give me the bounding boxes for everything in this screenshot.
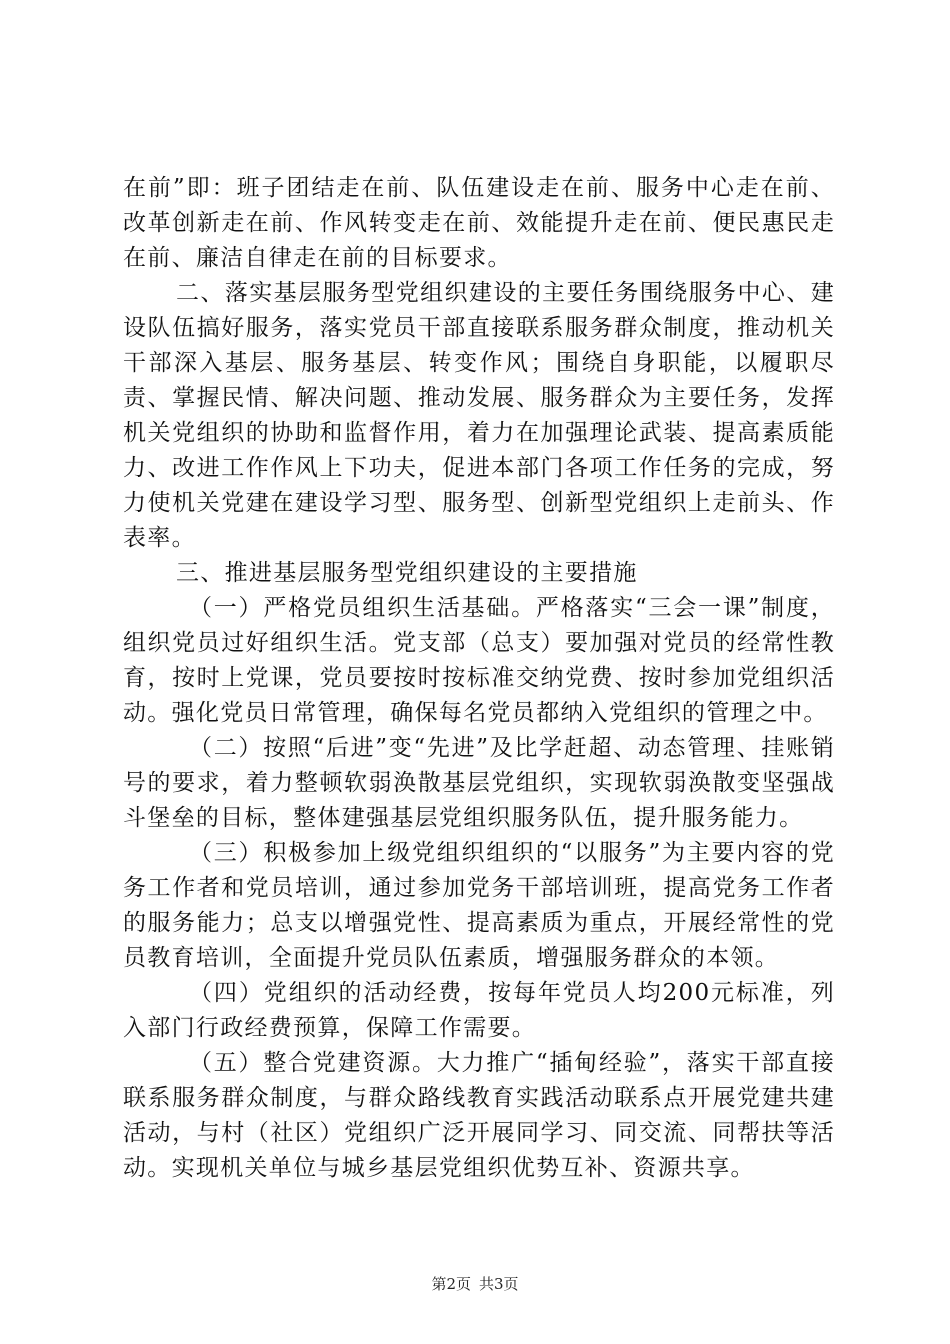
page-number: 第2页 [431,1275,471,1293]
paragraph-item-3: （三）积极参加上级党组织组织的“以服务”为主要内容的党务工作者和党员培训，通过参加党务干部培训班，提高党务工作者的服务能力；总支以增强党性、提高素质为重点，开展经常性的党员教育培训，全面提升党员队伍素质，增强服务群众的本领。 [123,840,835,971]
page-total: 共3页 [479,1275,519,1293]
paragraph-section-2: 二、落实基层服务型党组织建设的主要任务围绕服务中心、建设队伍搞好服务，落实党员干部直接联系服务群众制度，推动机关干部深入基层、服务基层、转变作风；围绕自身职能，以履职尽责、掌握民情、解决问题、推动发展、服务群众为主要任务，发挥机关党组织的协助和监督作用，着力在加强理论武装、提高素质能力、改进工作作风上下功夫，促进本部门各项工作任务的完成，努力使机关党建在建设学习型、服务型、创新型党组织上走前头、作表率。 [123,280,835,551]
paragraph-item-5: （五）整合党建资源。大力推广“插甸经验”，落实干部直接联系服务群众制度，与群众路线教育实践活动联系点开展党建共建活动，与村（社区）党组织广泛开展同学习、同交流、同帮扶等活动。实现机关单位与城乡基层党组织优势互补、资源共享。 [123,1050,835,1181]
paragraph-continuation: 在前”即：班子团结走在前、队伍建设走在前、服务中心走在前、改革创新走在前、作风转变走在前、效能提升走在前、便民惠民走在前、廉洁自律走在前的目标要求。 [123,175,835,271]
document-body [123,171,835,1186]
paragraph-item-2: （二）按照“后进”变“先进”及比学赶超、动态管理、挂账销号的要求，着力整顿软弱涣散基层党组织，实现软弱涣散变坚强战斗堡垒的目标，整体建强基层党组织服务队伍，提升服务能力。 [123,735,835,831]
paragraph-item-1: （一）严格党员组织生活基础。严格落实“三会一课”制度，组织党员过好组织生活。党支部（总支）要加强对党员的经常性教育，按时上党课，党员要按时按标准交纳党费、按时参加党组织活动。强化党员日常管理，确保每名党员都纳入党组织的管理之中。 [123,595,835,726]
paragraph-item-4: （四）党组织的活动经费，按每年党员人均200元标准，列入部门行政经费预算，保障工作需要。 [123,980,835,1041]
paragraph-section-3-heading: 三、推进基层服务型党组织建设的主要措施 [176,560,638,586]
page-footer [0,1274,950,1294]
